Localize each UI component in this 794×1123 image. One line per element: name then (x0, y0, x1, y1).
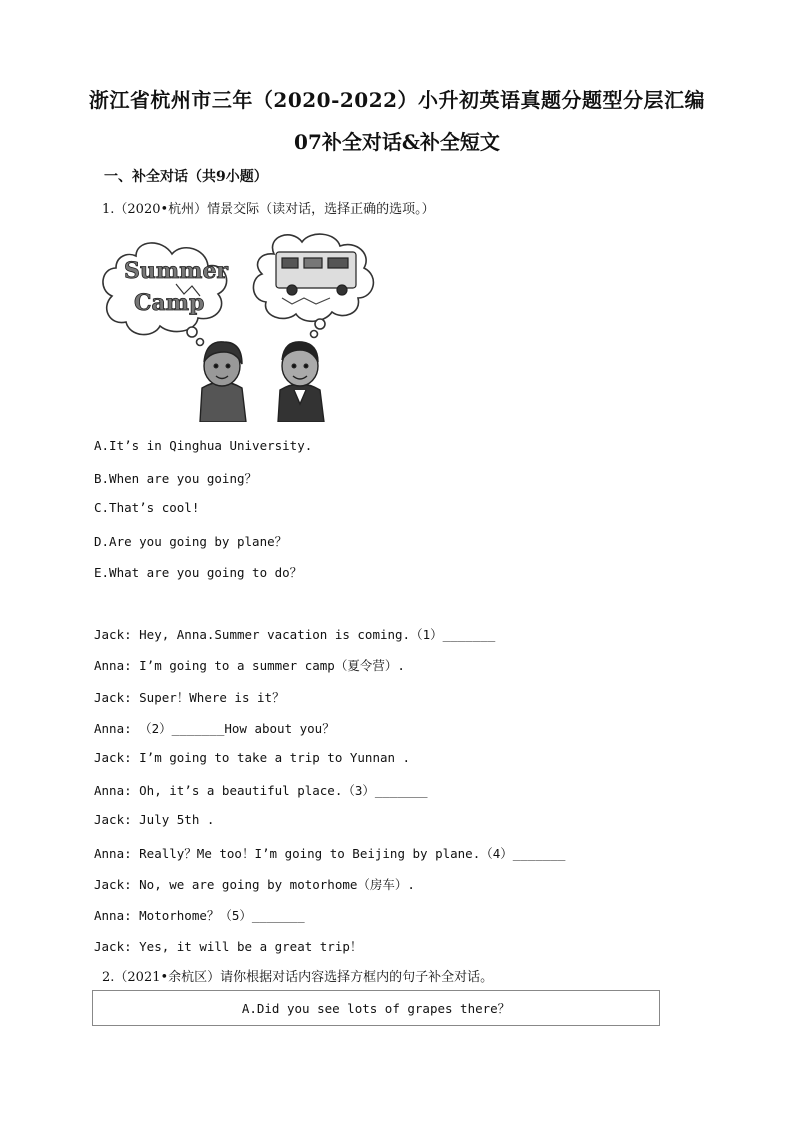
boy-figure (278, 342, 324, 422)
option-d: D.Are you going by plane？ (94, 534, 288, 549)
dialogue-line: Anna: Really？Me too！I’m going to Beijing by plane.（4）_______ (94, 846, 566, 861)
page-title-line1: 浙江省杭州市三年（2020-2022）小升初英语真题分题型分层汇编 (88, 88, 706, 112)
question-2-prompt: 2.（2021•余杭区）请你根据对话内容选择方框内的句子补全对话。 (102, 970, 494, 985)
dialogue-line: Anna: Oh, it’s a beautiful place.（3）_______ (94, 783, 428, 798)
dialogue-line: Anna: I’m going to a summer camp（夏令营）. (94, 658, 405, 673)
dialogue-line: Jack: Hey, Anna.Summer vacation is coming.（1）_______ (94, 627, 496, 642)
option-a: A.It’s in Qinghua University. (94, 438, 313, 453)
page-title-line2: 07补全对话&补全短文 (294, 130, 500, 154)
summer-logo-text: Summer (124, 258, 229, 284)
dialogue-line: Anna: Motorhome？（5）_______ (94, 908, 305, 923)
summer-camp-illustration (96, 228, 386, 422)
option-c: C.That’s cool! (94, 500, 200, 515)
options-box: A.Did you see lots of grapes there？ (92, 990, 660, 1026)
question-1-prompt: 1.（2020•杭州）情景交际（读对话，选择正确的选项。） (102, 202, 435, 217)
dialogue-line: Jack: I’m going to take a trip to Yunnan . (94, 750, 411, 765)
camp-logo-text: Camp (134, 290, 205, 316)
dialogue-line: Jack: No, we are going by motorhome（房车）. (94, 877, 415, 892)
dialogue-line: Jack: Super！Where is it？ (94, 690, 285, 705)
option-b: B.When are you going？ (94, 471, 258, 486)
dialogue-line: Jack: Yes, it will be a great trip！ (94, 939, 363, 954)
dialogue-line: Anna: （2）_______How about you？ (94, 721, 335, 736)
girl-figure (200, 342, 246, 422)
section-heading: 一、补全对话（共9小题） (104, 169, 268, 185)
dialogue-line: Jack: July 5th . (94, 812, 215, 827)
option-e: E.What are you going to do？ (94, 565, 303, 580)
